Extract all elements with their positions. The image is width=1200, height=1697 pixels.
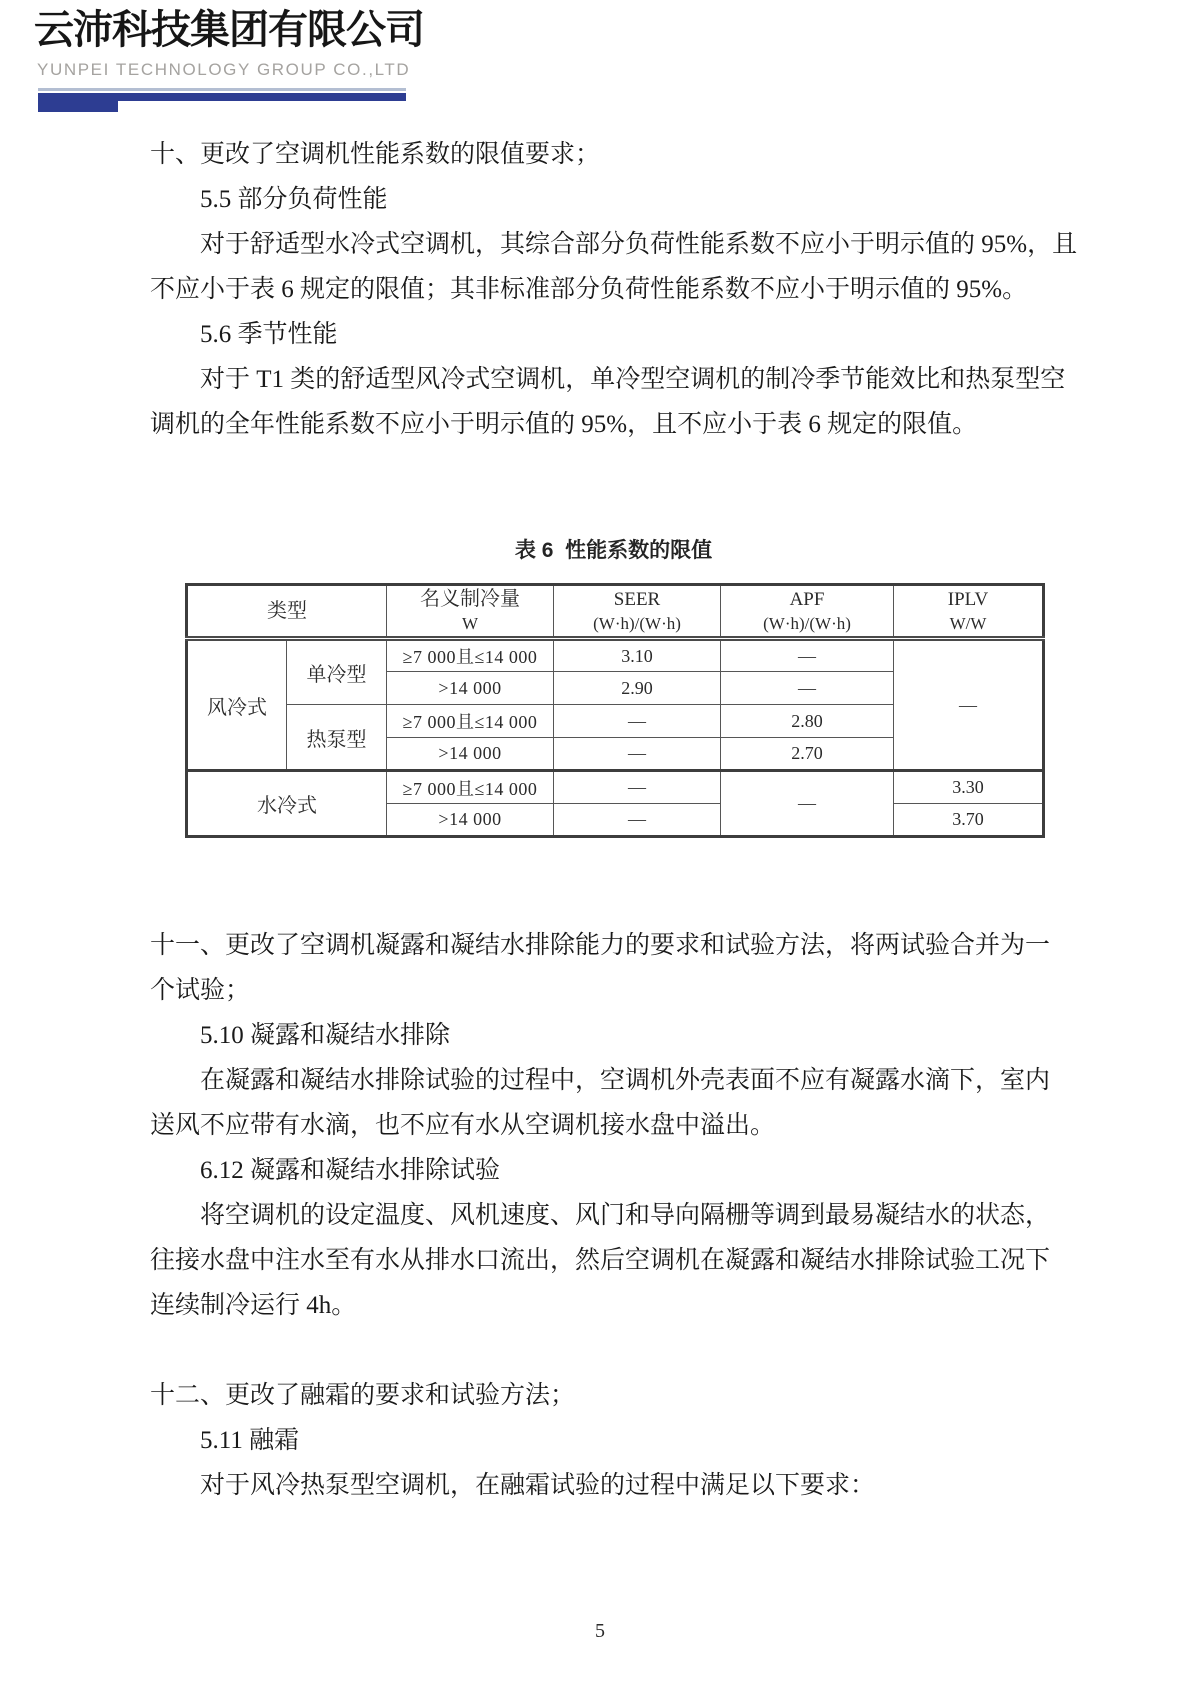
text-line: 连续制冷运行 4h。 xyxy=(150,1292,357,1319)
cell-capacity: ≥7 000且≤14 000 xyxy=(387,639,554,672)
text-line: 不应小于表 6 规定的限值；其非标准部分负荷性能系数不应小于明示值的 95%。 xyxy=(150,276,1028,303)
text-line: 十二、更改了融霜的要求和试验方法； xyxy=(150,1382,576,1409)
cell-capacity: ≥7 000且≤14 000 xyxy=(387,771,554,804)
section-after-table xyxy=(150,923,1070,1328)
performance-table xyxy=(185,583,1045,838)
section-before-table xyxy=(150,132,1078,447)
text-line: 5.11 融霜 xyxy=(200,1427,300,1454)
cell-type-air-cooled: 风冷式 xyxy=(187,639,287,771)
header-seer: SEER (W·h)/(W·h) xyxy=(554,585,721,639)
text-line: 6.12 凝露和凝结水排除试验 xyxy=(200,1157,501,1184)
text-line: 对于舒适型水冷式空调机，其综合部分负荷性能系数不应小于明示值的 95%，且 xyxy=(200,231,1078,258)
cell-seer: — xyxy=(554,738,721,771)
cell-seer: 2.90 xyxy=(554,672,721,705)
header-apf: APF (W·h)/(W·h) xyxy=(721,585,894,639)
text-line: 个试验； xyxy=(150,977,251,1004)
text-line: 送风不应带有水滴，也不应有水从空调机接水盘中溢出。 xyxy=(150,1112,776,1139)
text-line: 调机的全年性能系数不应小于明示值的 95%，且不应小于表 6 规定的限值。 xyxy=(150,411,978,438)
cell-apf: — xyxy=(721,672,894,705)
cell-seer: — xyxy=(554,705,721,738)
cell-apf: — xyxy=(721,639,894,672)
cell-apf-water-cooled: — xyxy=(721,771,894,837)
cell-subtype-cooling-only: 单冷型 xyxy=(287,639,387,705)
header-type: 类型 xyxy=(187,585,387,639)
header-accent-block-navy xyxy=(38,93,118,112)
cell-apf: 2.80 xyxy=(721,705,894,738)
table-title: 表 6 性能系数的限值 xyxy=(514,539,713,562)
page-number: 5 xyxy=(595,1620,605,1642)
text-line: 十、更改了空调机性能系数的限值要求； xyxy=(150,141,601,168)
cell-seer: 3.10 xyxy=(554,639,721,672)
text-line: 5.10 凝露和凝结水排除 xyxy=(200,1022,451,1049)
cell-capacity: ≥7 000且≤14 000 xyxy=(387,705,554,738)
cell-iplv-air-cooled: — xyxy=(894,639,1044,771)
text-line: 对于风冷热泵型空调机，在融霜试验的过程中满足以下要求： xyxy=(200,1472,876,1499)
header-accent-line-light xyxy=(38,88,406,91)
table-row xyxy=(187,771,1044,804)
header-capacity: 名义制冷量 W xyxy=(387,585,554,639)
cell-capacity: >14 000 xyxy=(387,804,554,837)
text-line: 往接水盘中注水至有水从排水口流出，然后空调机在凝露和凝结水排除试验工况下 xyxy=(150,1247,1051,1274)
cell-subtype-heat-pump: 热泵型 xyxy=(287,705,387,771)
company-name: 云沛科技集团有限公司 xyxy=(34,8,424,52)
header-iplv: IPLV W/W xyxy=(894,585,1044,639)
cell-capacity: >14 000 xyxy=(387,738,554,771)
cell-capacity: >14 000 xyxy=(387,672,554,705)
cell-type-water-cooled: 水冷式 xyxy=(187,771,387,837)
text-line: 5.5 部分负荷性能 xyxy=(200,186,388,213)
table-row xyxy=(187,639,1044,672)
cell-seer: — xyxy=(554,804,721,837)
text-line: 将空调机的设定温度、风机速度、风门和导向隔栅等调到最易凝结水的状态， xyxy=(200,1202,1051,1229)
text-line: 对于 T1 类的舒适型风冷式空调机，单冷型空调机的制冷季节能效比和热泵型空 xyxy=(200,366,1066,393)
text-line: 十一、更改了空调机凝露和凝结水排除能力的要求和试验方法，将两试验合并为一 xyxy=(150,932,1051,959)
cell-iplv: 3.30 xyxy=(894,771,1044,804)
company-subtitle: YUNPEI TECHNOLOGY GROUP CO.,LTD xyxy=(37,60,411,79)
text-line: 在凝露和凝结水排除试验的过程中，空调机外壳表面不应有凝露水滴下，室内 xyxy=(200,1067,1051,1094)
cell-apf: 2.70 xyxy=(721,738,894,771)
section-last xyxy=(150,1373,1070,1508)
table-header-row xyxy=(187,585,1044,639)
cell-iplv: 3.70 xyxy=(894,804,1044,837)
cell-seer: — xyxy=(554,771,721,804)
text-line: 5.6 季节性能 xyxy=(200,321,338,348)
